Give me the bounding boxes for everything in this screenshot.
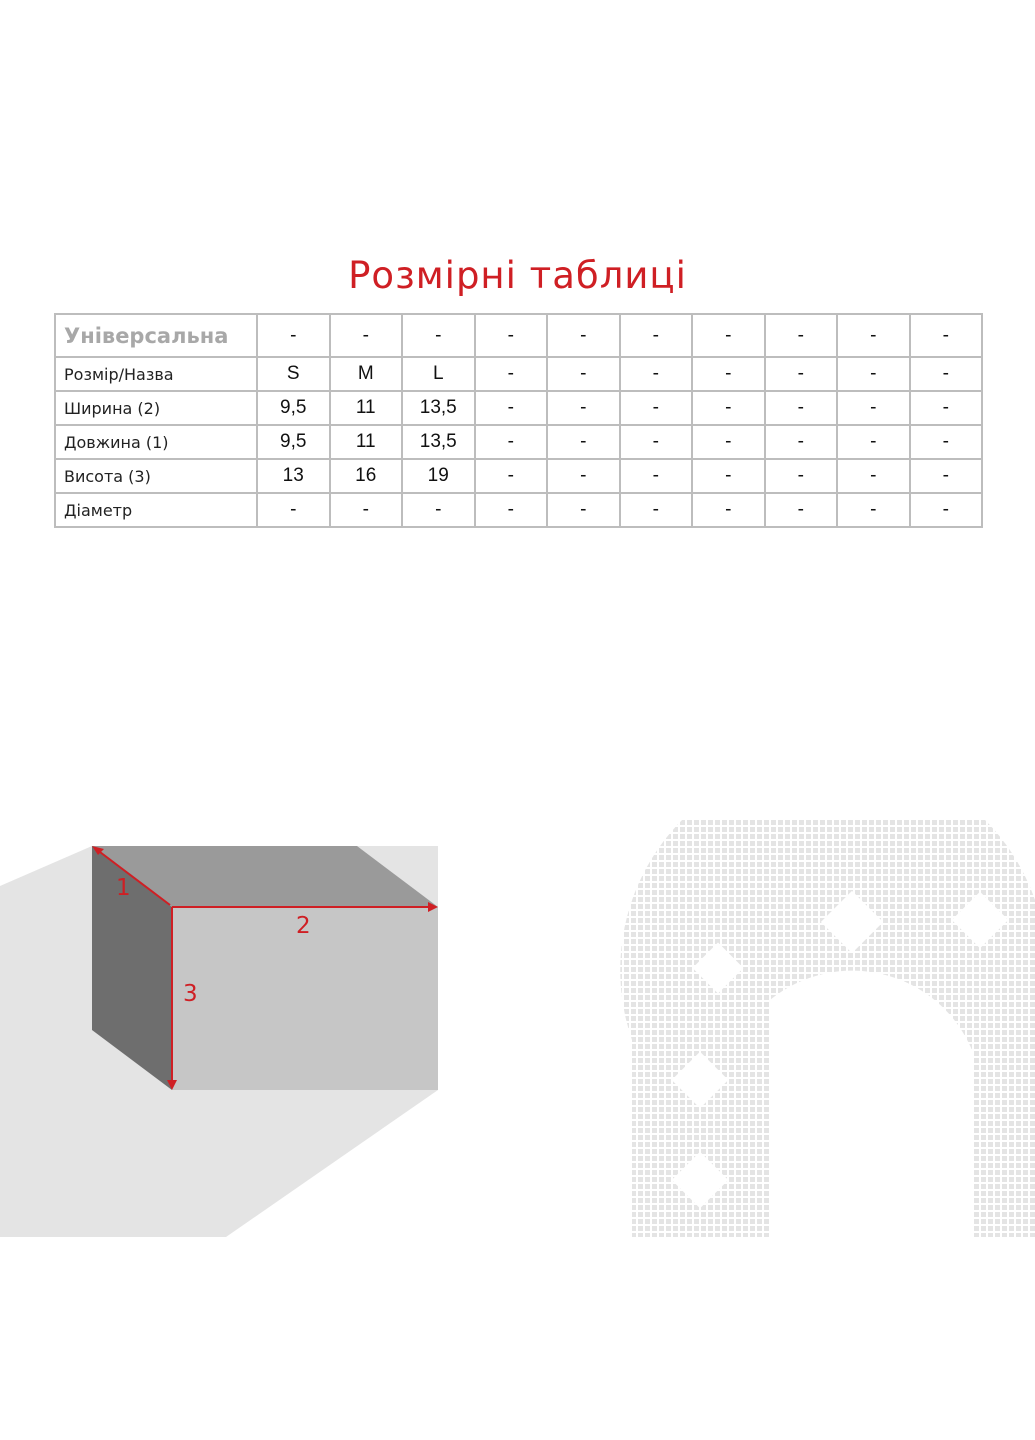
table-cell: - — [475, 459, 548, 493]
table-cell: - — [547, 391, 620, 425]
row-label: Ширина (2) — [55, 391, 257, 425]
table-cell: - — [910, 425, 983, 459]
table-cell: - — [620, 493, 693, 527]
table-cell: - — [475, 357, 548, 391]
table-cell: - — [257, 493, 330, 527]
table-cell: 9,5 — [257, 391, 330, 425]
table-cell: - — [475, 314, 548, 357]
table-cell: - — [692, 459, 765, 493]
table-cell: - — [837, 391, 910, 425]
table-cell: - — [910, 459, 983, 493]
table-cell: - — [837, 493, 910, 527]
table-cell: 13,5 — [402, 391, 475, 425]
width-label: 2 — [296, 913, 311, 939]
table-cell: - — [620, 459, 693, 493]
table-cell: - — [910, 314, 983, 357]
table-cell: - — [547, 459, 620, 493]
table-cell: - — [765, 314, 838, 357]
table-cell: 13,5 — [402, 425, 475, 459]
table-cell: - — [692, 391, 765, 425]
table-cell: - — [910, 493, 983, 527]
table-cell: - — [620, 357, 693, 391]
table-cell: - — [692, 314, 765, 357]
table-cell: - — [402, 493, 475, 527]
table-cell: - — [837, 425, 910, 459]
table-cell: - — [692, 425, 765, 459]
table-cell: - — [330, 314, 403, 357]
table-cell: - — [765, 459, 838, 493]
table-cell: 11 — [330, 425, 403, 459]
table-cell: 9,5 — [257, 425, 330, 459]
table-cell: L — [402, 357, 475, 391]
table-cell: S — [257, 357, 330, 391]
height-label: 3 — [183, 981, 198, 1007]
table-cell: - — [547, 425, 620, 459]
table-cell: - — [837, 459, 910, 493]
table-cell: - — [475, 493, 548, 527]
table-cell: - — [765, 425, 838, 459]
table-cell: - — [910, 357, 983, 391]
table-cell: - — [475, 425, 548, 459]
row-label: Розмір/Назва — [55, 357, 257, 391]
table-cell: - — [765, 493, 838, 527]
table-cell: - — [547, 314, 620, 357]
table-cell: 19 — [402, 459, 475, 493]
table-cell: - — [402, 314, 475, 357]
row-label: Довжина (1) — [55, 425, 257, 459]
table-cell: - — [620, 425, 693, 459]
table-cell: M — [330, 357, 403, 391]
table-cell: - — [330, 493, 403, 527]
table-cell: - — [765, 391, 838, 425]
table-cell: - — [620, 391, 693, 425]
row-label: Діаметр — [55, 493, 257, 527]
table-cell: 16 — [330, 459, 403, 493]
page-title: Розмірні таблиці — [348, 254, 687, 297]
table-cell: 13 — [257, 459, 330, 493]
table-cell: - — [547, 493, 620, 527]
table-cell: - — [692, 357, 765, 391]
table-cell: - — [837, 357, 910, 391]
table-cell: - — [910, 391, 983, 425]
table-cell: - — [692, 493, 765, 527]
table-cell: - — [765, 357, 838, 391]
row-label: Висота (3) — [55, 459, 257, 493]
length-label: 1 — [116, 875, 131, 901]
table-cell: - — [620, 314, 693, 357]
table-cell: - — [547, 357, 620, 391]
table-cell: 11 — [330, 391, 403, 425]
table-cell: - — [257, 314, 330, 357]
table-cell: - — [837, 314, 910, 357]
table-cell: - — [475, 391, 548, 425]
row-label: Універсальна — [55, 314, 257, 357]
